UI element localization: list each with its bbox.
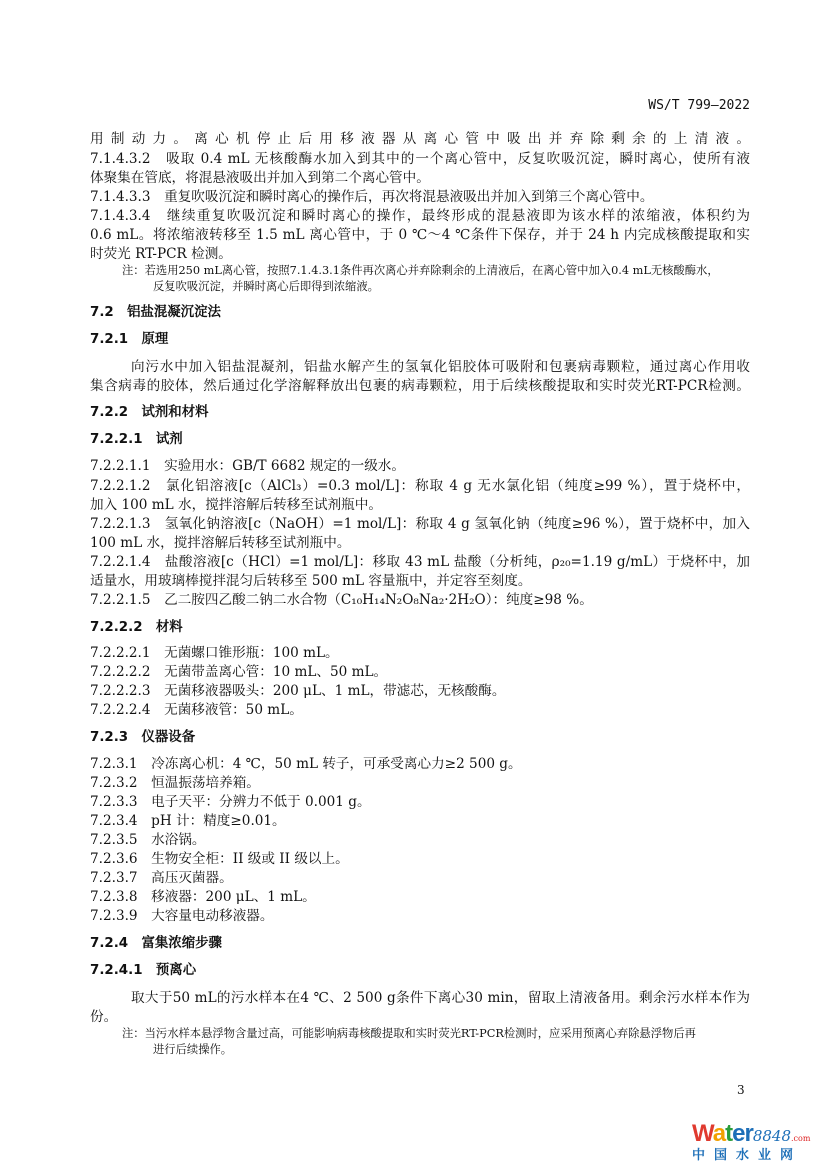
section-heading: 7.2.2.2 材料 [90, 620, 183, 635]
paragraph-line: 份。 [90, 1009, 118, 1025]
clause-line: 7.2.3.4 pH 计：精度≥0.01。 [90, 813, 286, 829]
clause-line: 7.2.3.1 冷冻离心机：4 ℃，50 mL 转子，可承受离心力≥2 500 g。 [90, 756, 522, 772]
paragraph-line: 适量水，用玻璃棒搅拌混匀后转移至 500 mL 容量瓶中，并定容至刻度。 [90, 573, 532, 589]
clause-line: 7.2.2.2.3 无菌移液器吸头：200 μL、1 mL，带滤芯，无核酸酶。 [90, 683, 506, 699]
clause-line: 7.2.3.8 移液器：200 μL、1 mL。 [90, 889, 316, 905]
note-line: 注：若选用250 mL离心管，按照7.1.4.3.1条件再次离心并弃除剩余的上清液后，在离心管中加入0.4 mL无核酸酶水， [122, 264, 719, 277]
clause-line: 7.2.3.7 高压灭菌器。 [90, 870, 233, 886]
clause-line: 7.1.4.3.3 重复吹吸沉淀和瞬时离心的操作后，再次将混悬液吸出并加入到第三个离心管中。 [90, 189, 654, 205]
clause-line: 7.2.3.5 水浴锅。 [90, 832, 206, 848]
document-code-header: WS/T 799—2022 [648, 98, 750, 113]
clause-line: 7.2.2.1.2 氯化铝溶液[c（AlCl₃）=0.3 mol/L]：称取 4 g 无水氯化铝（纯度≥99 %），置于烧杯中， [90, 478, 750, 494]
paragraph-line: 0.6 mL。将浓缩液转移至 1.5 mL 离心管中，于 0 ℃～4 ℃条件下保存，并于 24 h 内完成核酸提取和实 [90, 227, 750, 243]
paragraph-line: 加入 100 mL 水，搅拌溶解后转移至试剂瓶中。 [90, 497, 382, 513]
paragraph-line: 时荧光 RT-PCR 检测。 [90, 246, 232, 262]
watermark-logo [692, 1120, 822, 1163]
paragraph-line: 100 mL 水，搅拌溶解后转移至试剂瓶中。 [90, 535, 351, 551]
paragraph-line: 向污水中加入铝盐混凝剂，铝盐水解产生的氢氧化铝胶体可吸附和包裹病毒颗粒，通过离心作用收 [131, 359, 750, 375]
clause-line: 7.2.2.2.1 无菌螺口锥形瓶：100 mL。 [90, 645, 339, 661]
clause-line: 7.2.3.6 生物安全柜：II 级或 II 级以上。 [90, 851, 349, 867]
section-heading: 7.2.3 仪器设备 [90, 730, 196, 745]
section-heading: 7.2.2 试剂和材料 [90, 405, 209, 420]
note-line: 反复吹吸沉淀，并瞬时离心后即得到浓缩液。 [153, 280, 379, 293]
section-heading: 7.2.1 原理 [90, 332, 169, 347]
clause-line: 7.2.2.1.3 氢氧化钠溶液[c（NaOH）=1 mol/L]：称取 4 g 氢氧化钠（纯度≥96 %），置于烧杯中，加入 [90, 516, 750, 532]
clause-line: 7.2.2.1.5 乙二胺四乙酸二钠二水合物（C₁₀H₁₄N₂O₈Na₂·2H₂O）：纯度≥98 %。 [90, 592, 593, 608]
paragraph-line: 集含病毒的胶体，然后通过化学溶解释放出包裹的病毒颗粒，用于后续核酸提取和实时荧光RT-PCR检测。 [90, 378, 750, 394]
section-heading: 7.2.2.1 试剂 [90, 432, 183, 447]
section-heading: 7.2.4.1 预离心 [90, 963, 197, 978]
clause-line: 7.2.3.2 恒温振荡培养箱。 [90, 775, 260, 791]
paragraph-line: 体聚集在管底，将混悬液吸出并加入到第二个离心管中。 [90, 170, 430, 186]
clause-line: 7.2.2.1.1 实验用水：GB/T 6682 规定的一级水。 [90, 458, 405, 474]
section-heading: 7.2 铝盐混凝沉淀法 [90, 305, 221, 320]
clause-line: 7.2.2.1.4 盐酸溶液[c（HCl）=1 mol/L]：移取 43 mL 盐酸（分析纯，ρ₂₀=1.19 g/mL）于烧杯中，加 [90, 554, 750, 570]
note-line: 注：当污水样本悬浮物含量过高，可能影响病毒核酸提取和实时荧光RT-PCR检测时，应采用预离心弃除悬浮物后再 [122, 1027, 696, 1040]
section-heading: 7.2.4 富集浓缩步骤 [90, 936, 222, 951]
note-line: 进行后续操作。 [153, 1043, 233, 1056]
clause-line: 7.2.2.2.2 无菌带盖离心管：10 mL、50 mL。 [90, 664, 388, 680]
paragraph-line: 取大于50 mL的污水样本在4 ℃、2 500 g条件下离心30 min，留取上清液备用。剩余污水样本作为 [131, 990, 750, 1006]
clause-line: 7.2.3.3 电子天平：分辨力不低于 0.001 g。 [90, 794, 371, 810]
clause-line: 7.1.4.3.2 吸取 0.4 mL 无核酸酶水加入到其中的一个离心管中，反复吹吸沉淀，瞬时离心，使所有液 [90, 151, 750, 167]
watermark-brand: Water [692, 1120, 753, 1147]
page-number: 3 [737, 1083, 745, 1097]
watermark-com: .com [791, 1134, 811, 1143]
clause-line: 7.2.3.9 大容量电动移液器。 [90, 908, 274, 924]
clause-line: 7.2.2.2.4 无菌移液管：50 mL。 [90, 702, 303, 718]
watermark-chinese: 中国水业网 [692, 1148, 803, 1163]
watermark-number: 8848 [752, 1127, 791, 1145]
clause-line: 7.1.4.3.4 继续重复吹吸沉淀和瞬时离心的操作，最终形成的混悬液即为该水样的浓缩液，体积约为 [90, 208, 750, 224]
paragraph-line: 用制动力。离心机停止后用移液器从离心管中吸出并弃除剩余的上清液。 [90, 131, 750, 147]
